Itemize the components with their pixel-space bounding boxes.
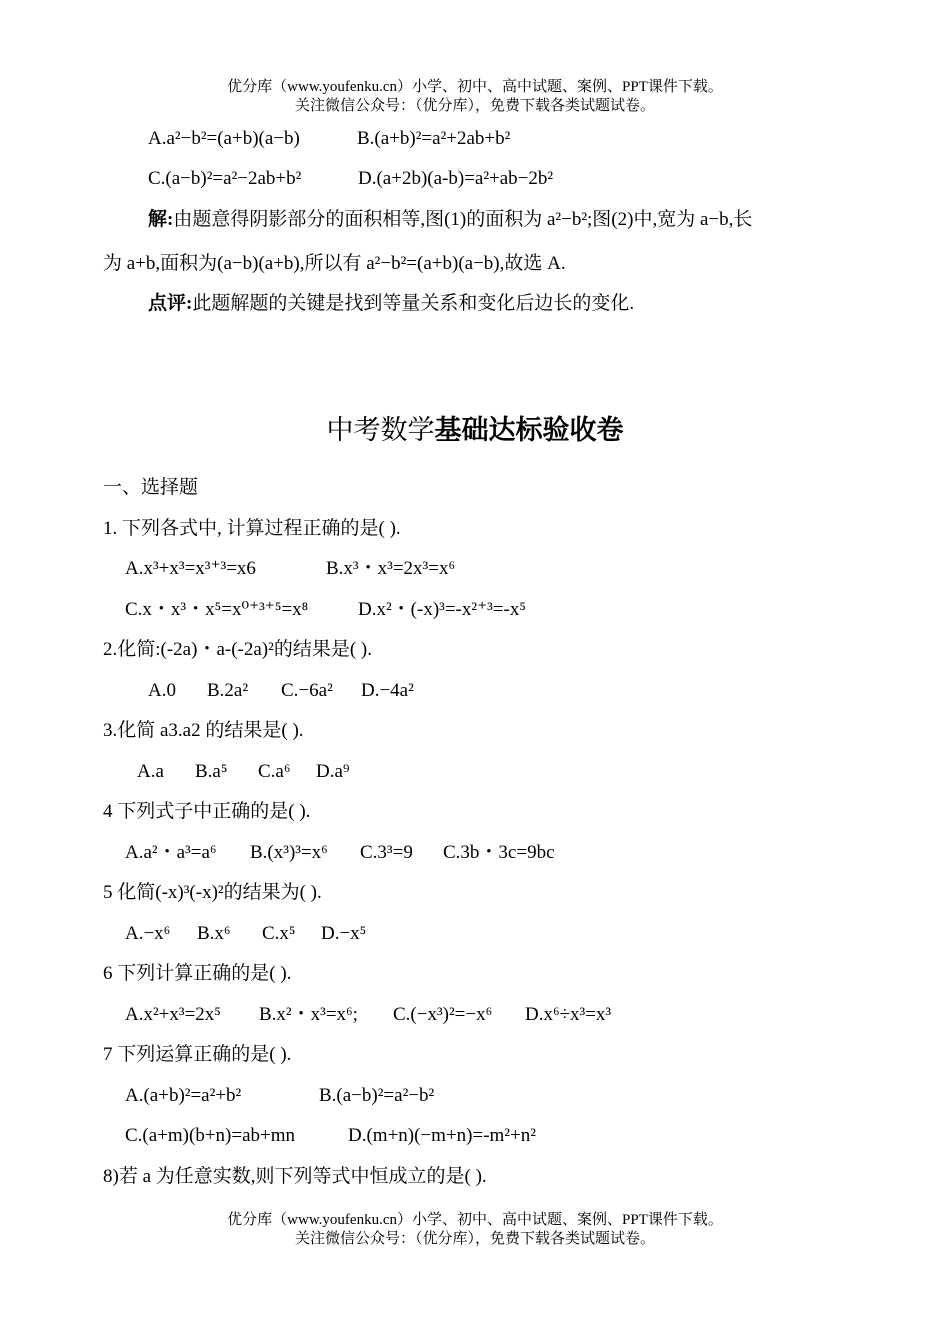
comment-text: 此题解题的关键是找到等量关系和变化后边长的变化. xyxy=(192,293,635,314)
q6-option-b: B.x²・x³=x⁶; xyxy=(259,1004,358,1025)
q5-option-d: D.−x⁵ xyxy=(321,923,367,944)
question-5: 5 化简(-x)³(-x)²的结果为( ). xyxy=(103,882,322,903)
question-1: 1. 下列各式中, 计算过程正确的是( ). xyxy=(103,518,401,539)
question-8: 8)若 a 为任意实数,则下列等式中恒成立的是( ). xyxy=(103,1166,487,1187)
q1-option-d: D.x²・(-x)³=-x²⁺³=-x⁵ xyxy=(358,599,526,620)
prev-solution-line-2: 为 a+b,面积为(a−b)(a+b),所以有 a²−b²=(a+b)(a−b),故选 A. xyxy=(103,253,566,274)
q1-option-a: A.x³+x³=x³⁺³=x6 xyxy=(125,558,256,579)
q5-option-b: B.x⁶ xyxy=(197,923,231,944)
exam-title xyxy=(0,413,950,448)
q3-option-b: B.a⁵ xyxy=(195,761,228,782)
q7-option-a: A.(a+b)²=a²+b² xyxy=(125,1085,242,1106)
prev-option-d: D.(a+2b)(a-b)=a²+ab−2b² xyxy=(358,168,554,189)
prev-solution-line-1 xyxy=(148,208,752,232)
q7-option-c: C.(a+m)(b+n)=ab+mn xyxy=(125,1125,296,1146)
q2-option-d: D.−4a² xyxy=(361,680,414,701)
question-2: 2.化简:(-2a)・a-(-2a)²的结果是( ). xyxy=(103,639,372,660)
q3-option-d: D.a⁹ xyxy=(316,761,350,782)
q1-option-b: B.x³・x³=2x³=x⁶ xyxy=(326,558,456,579)
prev-option-b: B.(a+b)²=a²+2ab+b² xyxy=(357,128,511,149)
q7-option-d: D.(m+n)(−m+n)=-m²+n² xyxy=(348,1125,536,1146)
exam-title-normal: 中考数学 xyxy=(326,415,435,445)
prev-option-c: C.(a−b)²=a²−2ab+b² xyxy=(148,168,302,189)
q2-option-a: A.0 xyxy=(148,680,176,701)
q4-option-c: C.3³=9 xyxy=(360,842,413,863)
question-7: 7 下列运算正确的是( ). xyxy=(103,1044,292,1065)
q6-option-c: C.(−x³)²=−x⁶ xyxy=(393,1004,493,1025)
q4-option-d: C.3b・3c=9bc xyxy=(443,842,555,863)
q1-option-c: C.x・x³・x⁵=x⁰⁺³⁺⁵=x⁸ xyxy=(125,599,309,620)
prev-option-a: A.a²−b²=(a+b)(a−b) xyxy=(148,128,300,149)
page-footer-line-2: 关注微信公众号：（优分库），免费下载各类试题试卷。 xyxy=(294,1231,655,1247)
q4-option-a: A.a²・a³=a⁶ xyxy=(125,842,217,863)
q6-option-a: A.x²+x³=2x⁵ xyxy=(125,1004,221,1025)
q3-option-a: A.a xyxy=(137,761,164,782)
question-6: 6 下列计算正确的是( ). xyxy=(103,963,292,984)
solution-label: 解: xyxy=(148,209,174,230)
page-footer-line-1: 优分库（www.youfenku.cn）小学、初中、高中试题、案例、PPT课件下载。 xyxy=(227,1212,723,1228)
q2-option-c: C.−6a² xyxy=(281,680,333,701)
question-3: 3.化简 a3.a2 的结果是( ). xyxy=(103,720,304,741)
q6-option-d: D.x⁶÷x³=x³ xyxy=(525,1004,612,1025)
q4-option-b: B.(x³)³=x⁶ xyxy=(250,842,328,863)
solution-text-1: 由题意得阴影部分的面积相等,图(1)的面积为 a²−b²;图(2)中,宽为 a−b,长 xyxy=(173,209,753,230)
q2-option-b: B.2a² xyxy=(207,680,249,701)
prev-comment xyxy=(148,292,634,316)
exam-title-bold: 基础达标验收卷 xyxy=(434,415,624,446)
section-heading: 一、选择题 xyxy=(103,477,199,498)
q5-option-a: A.−x⁶ xyxy=(125,923,171,944)
q5-option-c: C.x⁵ xyxy=(262,923,296,944)
q3-option-c: C.a⁶ xyxy=(258,761,291,782)
page-header-line-2: 关注微信公众号：（优分库），免费下载各类试题试卷。 xyxy=(294,98,655,114)
page-header-line-1: 优分库（www.youfenku.cn）小学、初中、高中试题、案例、PPT课件下载。 xyxy=(227,79,723,95)
question-4: 4 下列式子中正确的是( ). xyxy=(103,801,311,822)
comment-label: 点评: xyxy=(148,293,193,314)
q7-option-b: B.(a−b)²=a²−b² xyxy=(319,1085,435,1106)
